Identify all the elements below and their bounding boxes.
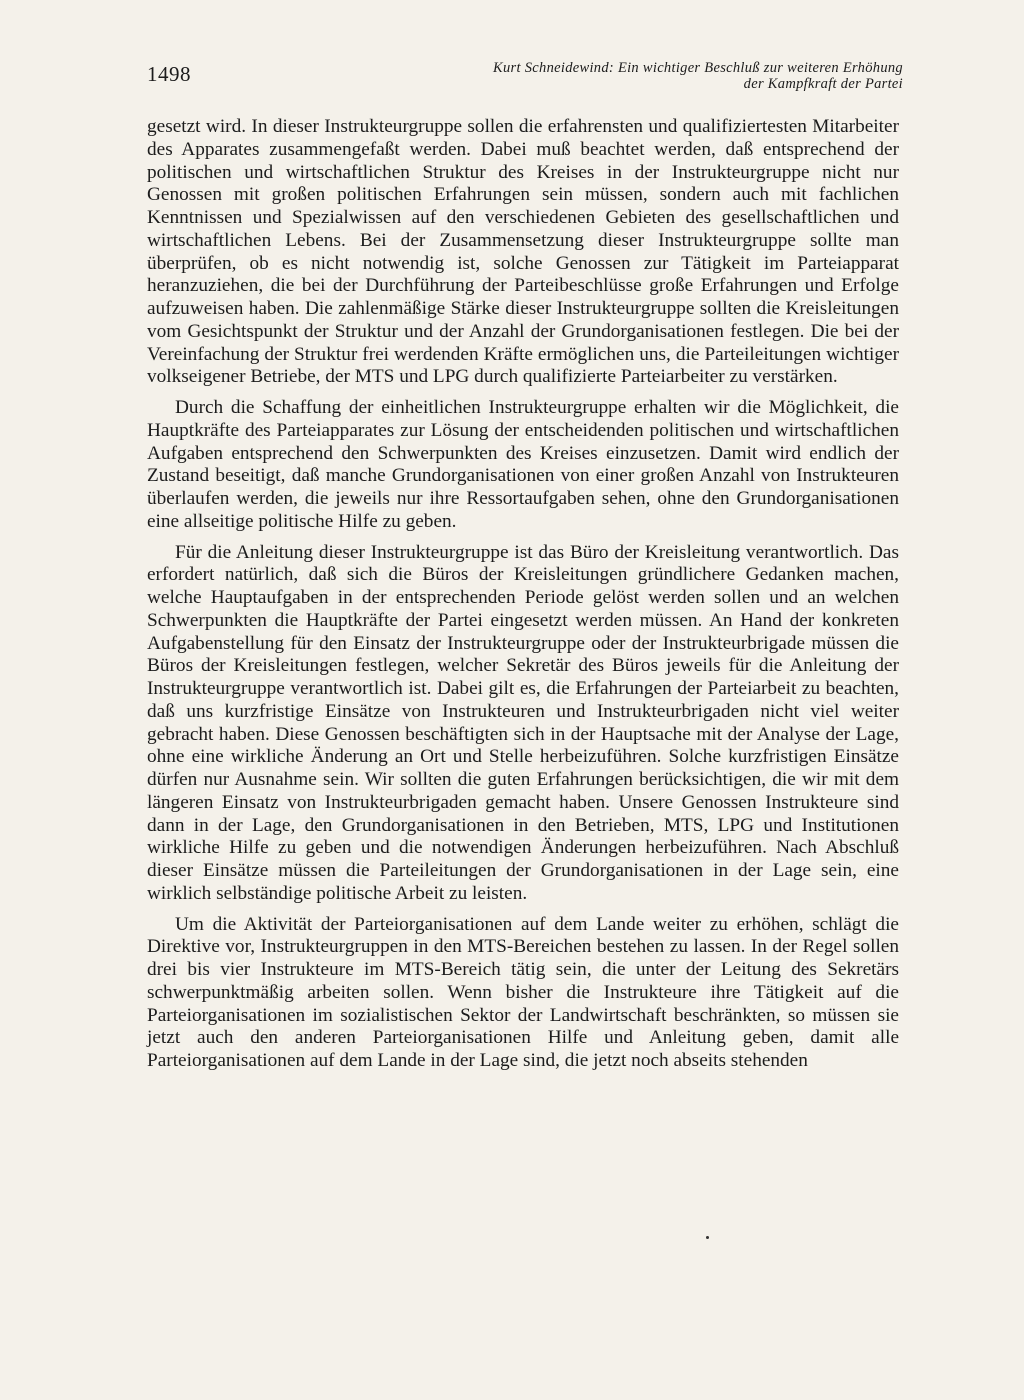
page-number: 1498 [147, 62, 191, 86]
running-header [360, 60, 903, 92]
paragraph-3: Für die Anleitung dieser Instrukteurgruppe ist das Büro der Kreisleitung verantwortlich. Das erfordert natürlich, daß sich die Büros der Kreisleitungen gründlichere Gedanken machen, welche Hauptaufgaben in der entsprechenden Periode gelöst werden sollen und an welchen Schwerpunkten die Hauptkräfte der Partei eingesetzt werden müssen. An Hand der konkreten Aufgabenstellung für den Einsatz der Instrukteurgruppe oder der Instrukteurbrigade müssen die Büros der Kreisleitungen festlegen, welcher Sekretär des Büros jeweils für die Anleitung der Instrukteurgruppe verantwortlich ist. Dabei gilt es, die Erfahrungen der Parteiarbeit zu beachten, daß uns kurzfristige Einsätze von Instrukteuren und Instrukteurbrigaden nicht viel weiter gebracht haben. Diese Genossen beschäftigten sich in der Hauptsache mit der Analyse der Lage, ohne eine wirkliche Änderung an Ort und Stelle herbeizuführen. Solche kurzfristigen Einsätze dürfen nur Ausnahme sein. Wir sollten die guten Erfahrungen berücksichtigen, die wir mit dem längeren Einsatz von Instrukteurbrigaden gemacht haben. Unsere Genossen Instrukteure sind dann in der Lage, den Grundorganisationen in den Betrieben, MTS, LPG und Institutionen wirkliche Hilfe zu geben und die notwendigen Änderungen herbeizuführen. Nach Abschluß dieser Einsätze müssen die Parteileitungen der Grundorganisationen in der Lage sein, eine wirklich selbständige politische Arbeit zu leisten. [147, 541, 899, 904]
paragraph-1: gesetzt wird. In dieser Instrukteurgruppe sollen die erfahrensten und qualifiziertesten Mitarbeiter des Apparates zusammengefaßt werden. Dabei muß beachtet werden, daß entsprechend der politischen und wirtschaftlichen Struktur des Kreises in der Instrukteurgruppe nicht nur Genossen mit großen politischen Erfahrungen sein müssen, sondern auch mit fachlichen Kenntnissen und Spezialwissen auf den verschiedenen Gebieten des gesellschaftlichen und wirtschaftlichen Lebens. Bei der Zusammensetzung dieser Instrukteurgruppe sollte man überprüfen, ob es nicht notwendig ist, solche Genossen zur Tätigkeit im Parteiapparat heranzuziehen, die bei der Durchführung der Parteibeschlüsse große Erfahrungen und Erfolge aufzuweisen haben. Die zahlenmäßige Stärke dieser Instrukteurgruppe sollten die Kreisleitungen vom Gesichtspunkt der Struktur und der Anzahl der Grundorganisationen festlegen. Die bei der Vereinfachung der Struktur frei werdenden Kräfte ermöglichen uns, die Parteileitungen wichtiger volkseigener Betriebe, der MTS und LPG durch qualifizierte Parteiarbeiter zu verstärken. [147, 116, 899, 388]
paragraph-4: Um die Aktivität der Parteiorganisationen auf dem Lande weiter zu erhöhen, schlägt die Direktive vor, Instrukteurgruppen in den MTS-Bereichen bestehen zu lassen. In der Regel sollen drei bis vier Instrukteure im MTS-Bereich tätig sein, die unter der Leitung des Sekretärs schwerpunktmäßig arbeiten sollen. Wenn bisher die Instrukteure ihre Tätigkeit auf die Parteiorganisationen im sozialistischen Sektor der Landwirtschaft beschränkten, so müssen sie jetzt auch den anderen Parteiorganisationen Hilfe und Anleitung geben, damit alle Parteiorganisationen auf dem Lande in der Lage sind, die jetzt noch abseits stehenden [147, 913, 899, 1071]
article-body [147, 116, 899, 1073]
paragraph-2: Durch die Schaffung der einheitlichen Instrukteurgruppe erhalten wir die Möglichkeit, die Hauptkräfte des Parteiapparates zur Lösung der entscheidenden politischen und wirtschaftlichen Aufgaben entsprechend den Schwerpunkten des Kreises einzusetzen. Damit wird endlich der Zustand beseitigt, daß manche Grundorganisationen von einer großen Anzahl von Instrukteuren überlaufen werden, die jeweils nur ihre Ressortaufgaben sehen, ohne den Grundorganisationen eine allseitige politische Hilfe zu geben. [147, 397, 899, 532]
print-speck [706, 1236, 709, 1239]
running-header-line-1: Kurt Schneidewind: Ein wichtiger Beschluß zur weiteren Erhöhung [493, 60, 903, 76]
running-header-line-2: der Kampfkraft der Partei [743, 76, 903, 92]
